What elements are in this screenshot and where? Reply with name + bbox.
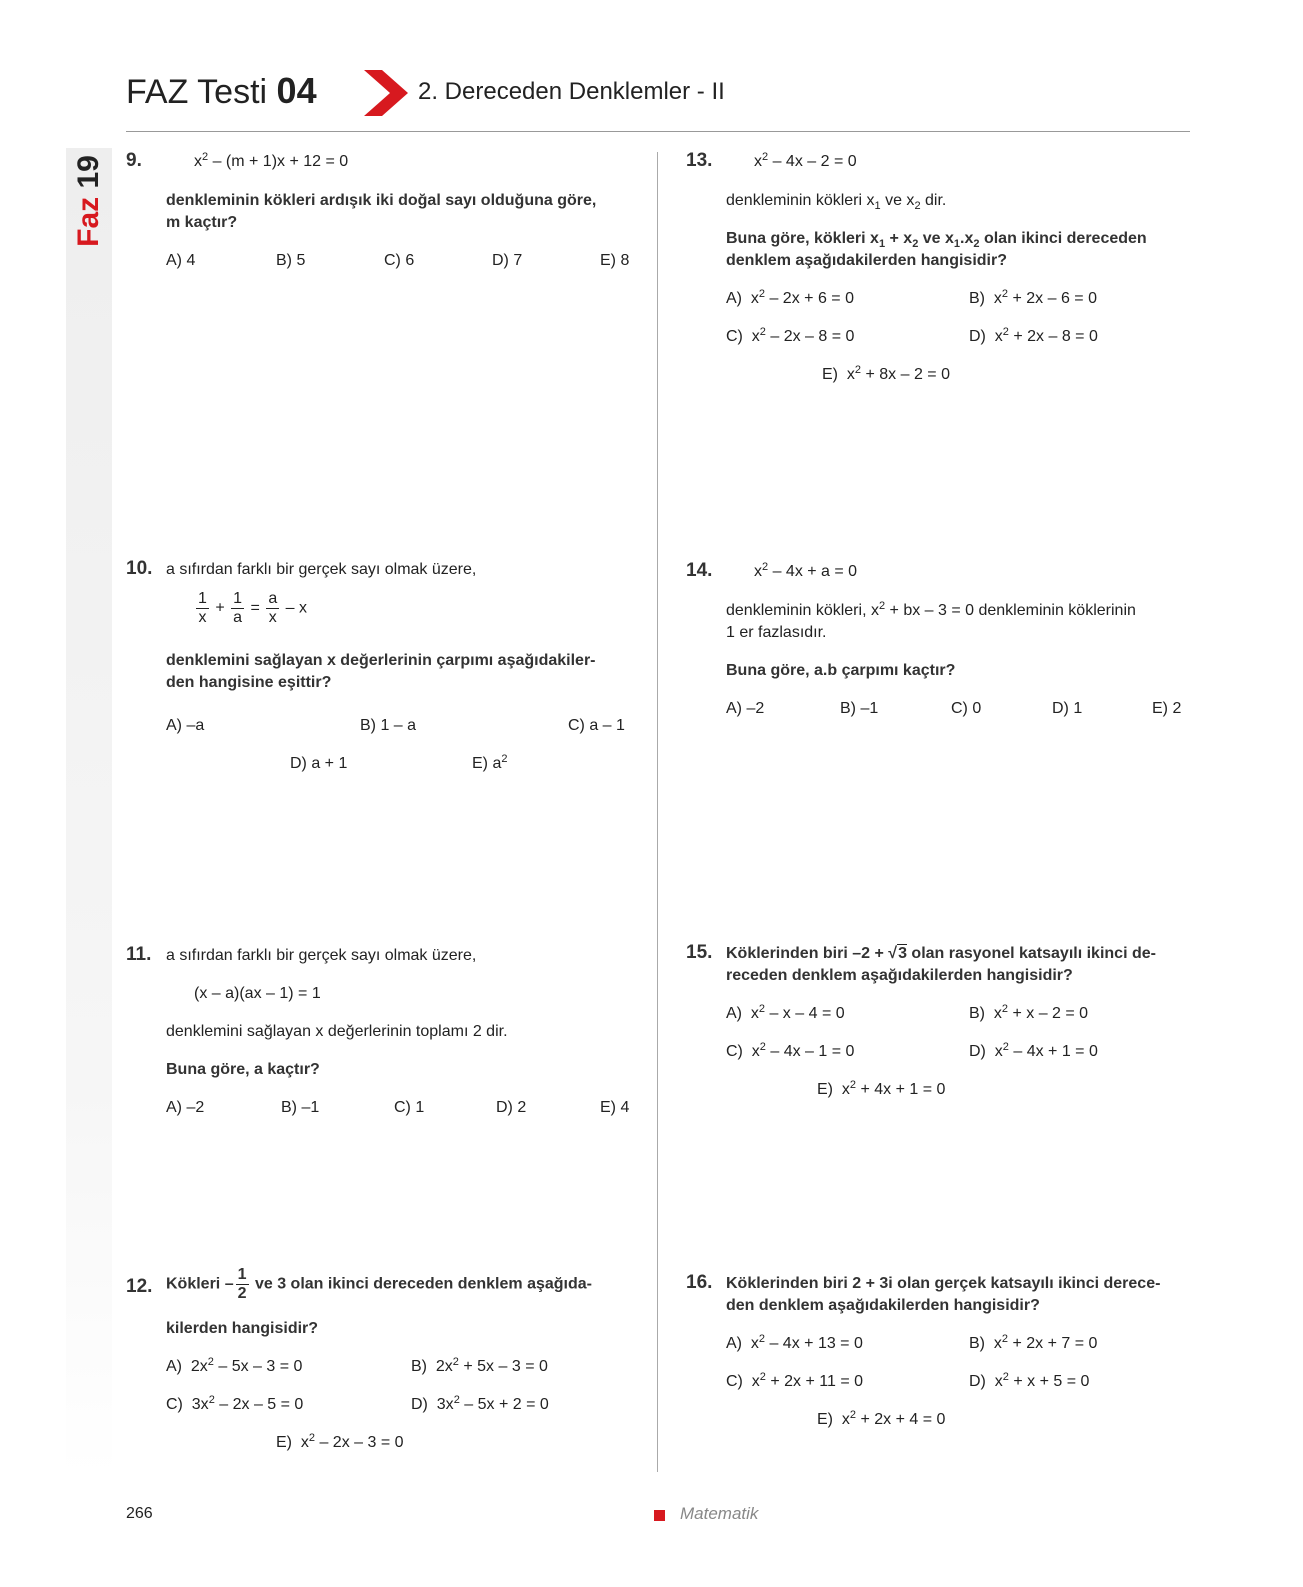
option-d: D) 2 [496, 1099, 527, 1116]
page-number: 266 [126, 1505, 153, 1522]
option-c: C) $3x^2 - 2x - 5 = 0$ [166, 1394, 304, 1413]
fraction: $\frac{1}{a}$ [233, 590, 243, 626]
sqrt-symbol: √ [888, 945, 898, 962]
question-text: denklemini sağlayan x değerlerinin çarpımı aşağıdakiler- [166, 652, 596, 669]
option-d: D) $x^2 - 4x + 1 = 0$ [969, 1041, 1098, 1060]
equation: $x^2 - 4x - 2 = 0$ [754, 151, 857, 170]
topic-title: 2. Dereceden Denklemler - II [418, 78, 725, 105]
option-c: C) a – 1 [568, 717, 625, 734]
option-d: D) $3x^2 - 5x + 2 = 0$ [411, 1394, 549, 1413]
fraction: $\frac{a}{x}$ [268, 590, 278, 626]
option-c: C) $x^2 - 2x - 8 = 0$ [726, 326, 855, 345]
option-d: D) 1 [1052, 700, 1083, 717]
question-number: 10. [126, 558, 153, 579]
option-b: B) $x^2 + 2x + 7 = 0$ [969, 1333, 1098, 1352]
option-e: E) $x^2 - 2x - 3 = 0$ [276, 1432, 404, 1451]
faz-word: Faz [72, 196, 105, 247]
fraction: $\frac{1}{x}$ [198, 590, 207, 626]
question-text: Buna göre, a kaçtır? [166, 1061, 320, 1078]
option-a: A) –a [166, 717, 205, 734]
option-c: C) 6 [384, 252, 415, 269]
question-text: 1 er fazlasıdır. [726, 624, 827, 641]
question-10 [126, 558, 646, 798]
option-b: B) 1 – a [360, 717, 417, 734]
question-text: denklem aşağıdakilerden hangisidir? [726, 252, 1007, 269]
question-text: Kökleri – $\frac{1}{2}$ ve 3 olan ikinci dereceden denklem aşağıda- [166, 1266, 592, 1302]
option-a: A) –2 [166, 1099, 205, 1116]
question-15 [686, 942, 1206, 1112]
option-a: A) $x^2 - 2x + 6 = 0$ [726, 288, 854, 307]
option-e: E) 4 [600, 1099, 630, 1116]
subject-label: Matematik [680, 1504, 759, 1523]
question-number: 13. [686, 150, 713, 171]
chevron-right-icon [364, 70, 408, 116]
option-c: C) $x^2 - 4x - 1 = 0$ [726, 1041, 855, 1060]
header-divider [126, 131, 1190, 132]
option-b: B) $x^2 + x - 2 = 0$ [969, 1003, 1089, 1022]
question-text: Buna göre, a.b çarpımı kaçtır? [726, 662, 956, 679]
option-a: A) –2 [726, 700, 765, 717]
question-number: 16. [686, 1272, 713, 1293]
equation: $x^2 - (m + 1)x + 12 = 0$ [194, 151, 349, 170]
option-c: C) 0 [951, 700, 982, 717]
question-9 [126, 150, 646, 280]
option-b: B) $x^2 + 2x - 6 = 0$ [969, 288, 1097, 307]
question-text: denkleminin kökleri, $x^2$ + bx – 3 = 0 denkleminin köklerinin [726, 600, 1136, 619]
faz-number: 19 [72, 155, 105, 189]
option-e: E) 2 [1152, 700, 1182, 717]
question-intro: a sıfırdan farklı bir gerçek sayı olmak üzere, [166, 947, 477, 964]
equation: $\frac{1}{x}$ + $\frac{1}{a}$ = $\frac{a}{x}$ – x [198, 590, 308, 626]
option-d: D) 7 [492, 252, 523, 269]
question-number: 15. [686, 942, 713, 963]
question-number: 9. [126, 150, 142, 171]
equation: $x^2 - 4x + a = 0$ [754, 561, 858, 580]
option-a: A) $2x^2 - 5x - 3 = 0$ [166, 1356, 303, 1375]
side-tab [66, 148, 112, 1478]
test-number: 04 [276, 70, 317, 111]
question-16 [686, 1272, 1206, 1442]
question-text: denkleminin kökleri ardışık iki doğal sayı olduğuna göre, [166, 192, 597, 209]
question-12 [126, 1266, 646, 1466]
option-e: E) 8 [600, 252, 630, 269]
column-divider [657, 152, 658, 1472]
question-13 [686, 150, 1206, 390]
question-text: m kaçtır? [166, 214, 238, 231]
option-a: A) $x^2 - x - 4 = 0$ [726, 1003, 845, 1022]
question-intro: a sıfırdan farklı bir gerçek sayı olmak üzere, [166, 561, 477, 578]
test-title [126, 70, 317, 112]
option-b: B) $2x^2 + 5x - 3 = 0$ [411, 1356, 548, 1375]
option-e: E) $x^2 + 8x - 2 = 0$ [822, 364, 950, 383]
question-text: Köklerinden biri –2 + √3 olan rasyonel katsayılı ikinci de- [726, 945, 1156, 962]
side-tab-label [66, 148, 112, 258]
question-text: den hangisine eşittir? [166, 674, 332, 691]
question-number: 11. [126, 944, 152, 965]
option-b: B) 5 [276, 252, 306, 269]
question-text: denklemini sağlayan x değerlerinin toplamı 2 dir. [166, 1023, 508, 1040]
option-e: E) $x^2 + 4x + 1 = 0$ [817, 1079, 946, 1098]
square-icon [654, 1510, 665, 1521]
question-text: kilerden hangisidir? [166, 1320, 319, 1337]
option-c: C) $x^2 + 2x + 11 = 0$ [726, 1371, 864, 1390]
test-label: FAZ Testi [126, 73, 268, 111]
option-d: D) a + 1 [290, 755, 348, 772]
option-e: E) $a^2$ [472, 753, 508, 772]
option-b: B) –1 [281, 1099, 320, 1116]
option-d: D) $x^2 + 2x - 8 = 0$ [969, 326, 1098, 345]
equation: (x – a)(ax – 1) = 1 [194, 985, 321, 1002]
fraction: $\frac{1}{2}$ [237, 1266, 247, 1302]
question-number: 14. [686, 560, 713, 581]
question-text: receden denklem aşağıdakilerden hangisidir? [726, 967, 1073, 984]
option-b: B) –1 [840, 700, 879, 717]
question-text: Buna göre, kökleri $x_1 + x_2$ ve $x_1.x_2$ olan ikinci dereceden [726, 230, 1147, 250]
question-text: denkleminin kökleri $x_1$ ve $x_2$ dir. [726, 192, 947, 212]
option-d: D) $x^2 + x + 5 = 0$ [969, 1371, 1090, 1390]
option-a: A) $x^2 - 4x + 13 = 0$ [726, 1333, 863, 1352]
option-a: A) 4 [166, 252, 196, 269]
question-14 [686, 560, 1206, 730]
question-text: Köklerinden biri 2 + 3i olan gerçek katsayılı ikinci derece- [726, 1275, 1161, 1292]
option-e: E) $x^2 + 2x + 4 = 0$ [817, 1409, 946, 1428]
question-text: den denklem aşağıdakilerden hangisidir? [726, 1297, 1040, 1314]
option-c: C) 1 [394, 1099, 425, 1116]
question-11 [126, 944, 646, 1114]
question-number: 12. [126, 1276, 153, 1297]
